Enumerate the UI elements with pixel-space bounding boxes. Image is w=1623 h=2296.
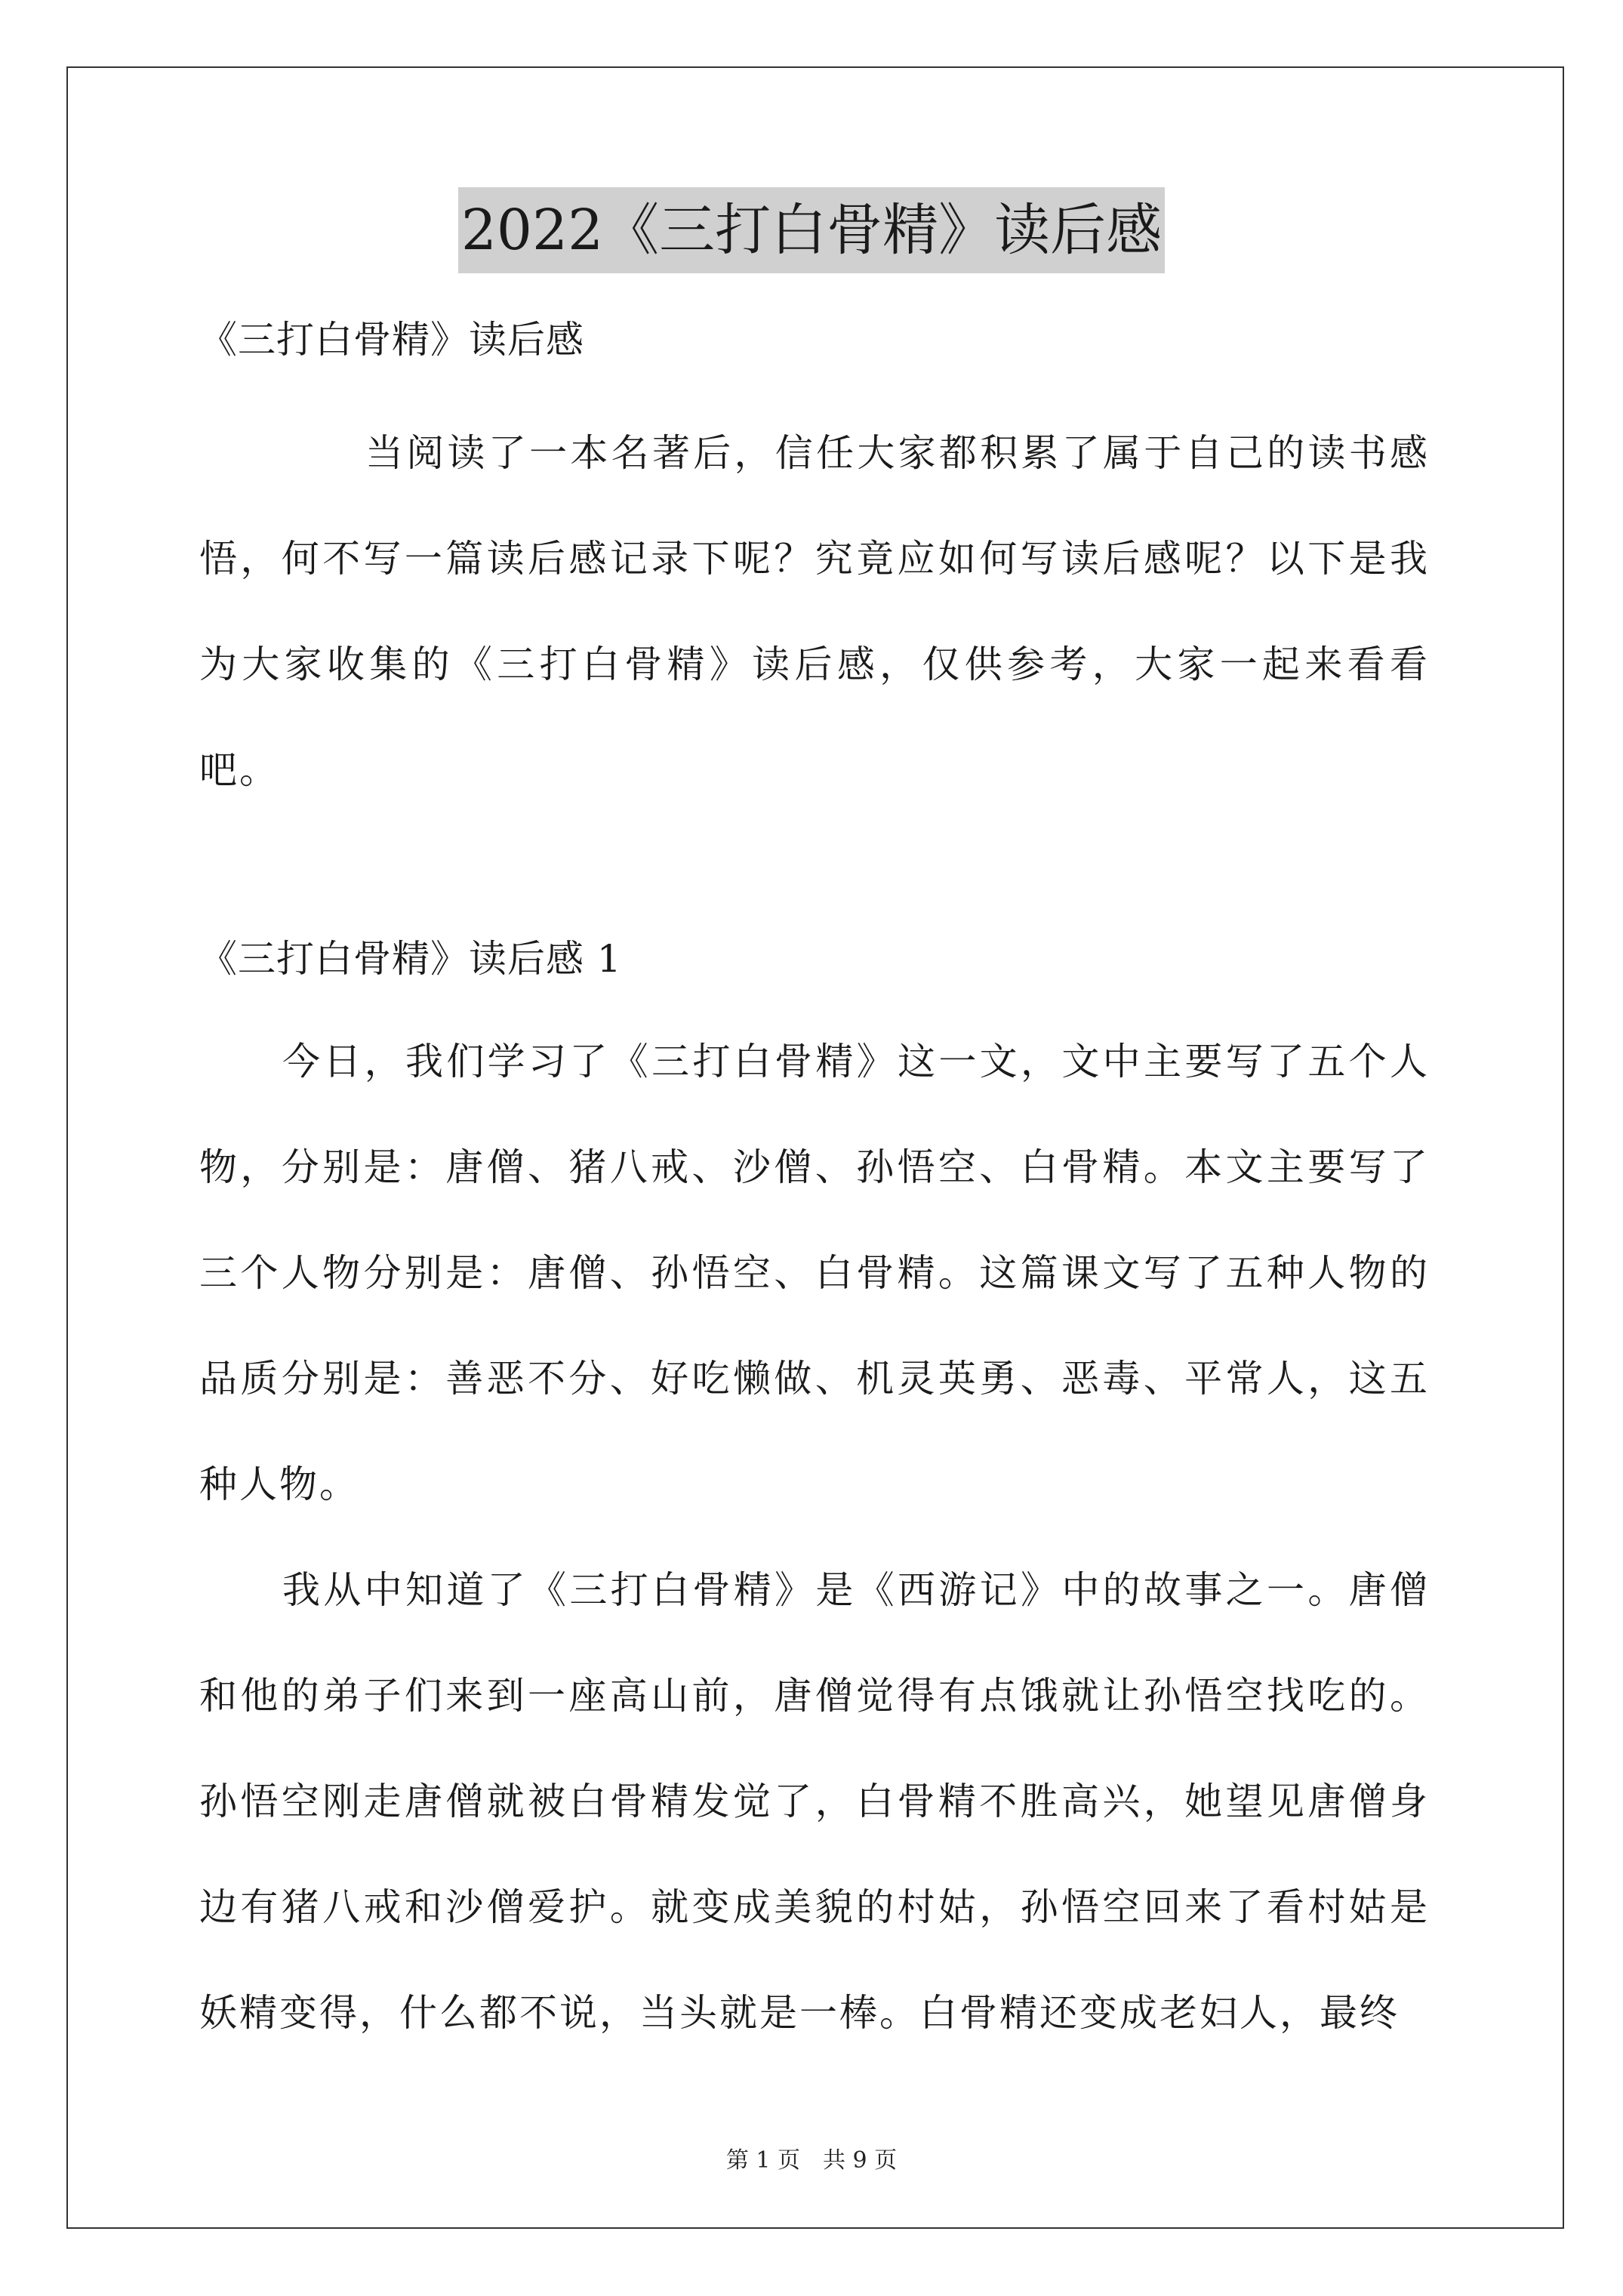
document-title-text: 2022《三打白骨精》读后感 bbox=[458, 187, 1165, 273]
body-paragraph: 我从中知道了《三打白骨精》是《西游记》中的故事之一。唐僧和他的弟子们来到一座高山前，唐僧觉得有点饿就让孙悟空找吃的。孙悟空刚走唐僧就被白骨精发觉了，白骨精不胜高兴，她望见唐僧身边有猪八戒和沙僧爱护。就变成美貌的村姑，孙悟空回来了看村姑是妖精变得，什么都不说，当头就是一棒。白骨精还变成老妇人，最终 bbox=[199, 1568, 1430, 2035]
document-body bbox=[199, 310, 1430, 2066]
intro-paragraph: 当阅读了一本名著后，信任大家都积累了属于自己的读书感悟，何不写一篇读后感记录下呢？究竟应如何写读后感呢？以下是我为大家收集的《三打白骨精》读后感，仅供参考，大家一起来看看吧。 bbox=[199, 431, 1430, 792]
subtitle: 《三打白骨精》读后感 bbox=[199, 318, 584, 362]
page-total: 共 9 页 bbox=[823, 2147, 898, 2174]
body-paragraph: 今日，我们学习了《三打白骨精》这一文，文中主要写了五个人物，分别是：唐僧、猪八戒、沙僧、孙悟空、白骨精。本文主要写了三个人物分别是：唐僧、孙悟空、白骨精。这篇课文写了五种人物的品质分别是：善恶不分、好吃懒做、机灵英勇、恶毒、平常人，这五种人物。 bbox=[199, 1040, 1430, 1506]
document-title bbox=[0, 198, 1623, 263]
page-footer bbox=[0, 2141, 1623, 2174]
section-heading: 《三打白骨精》读后感 1 bbox=[199, 937, 622, 981]
page-number: 第 1 页 bbox=[725, 2147, 800, 2174]
